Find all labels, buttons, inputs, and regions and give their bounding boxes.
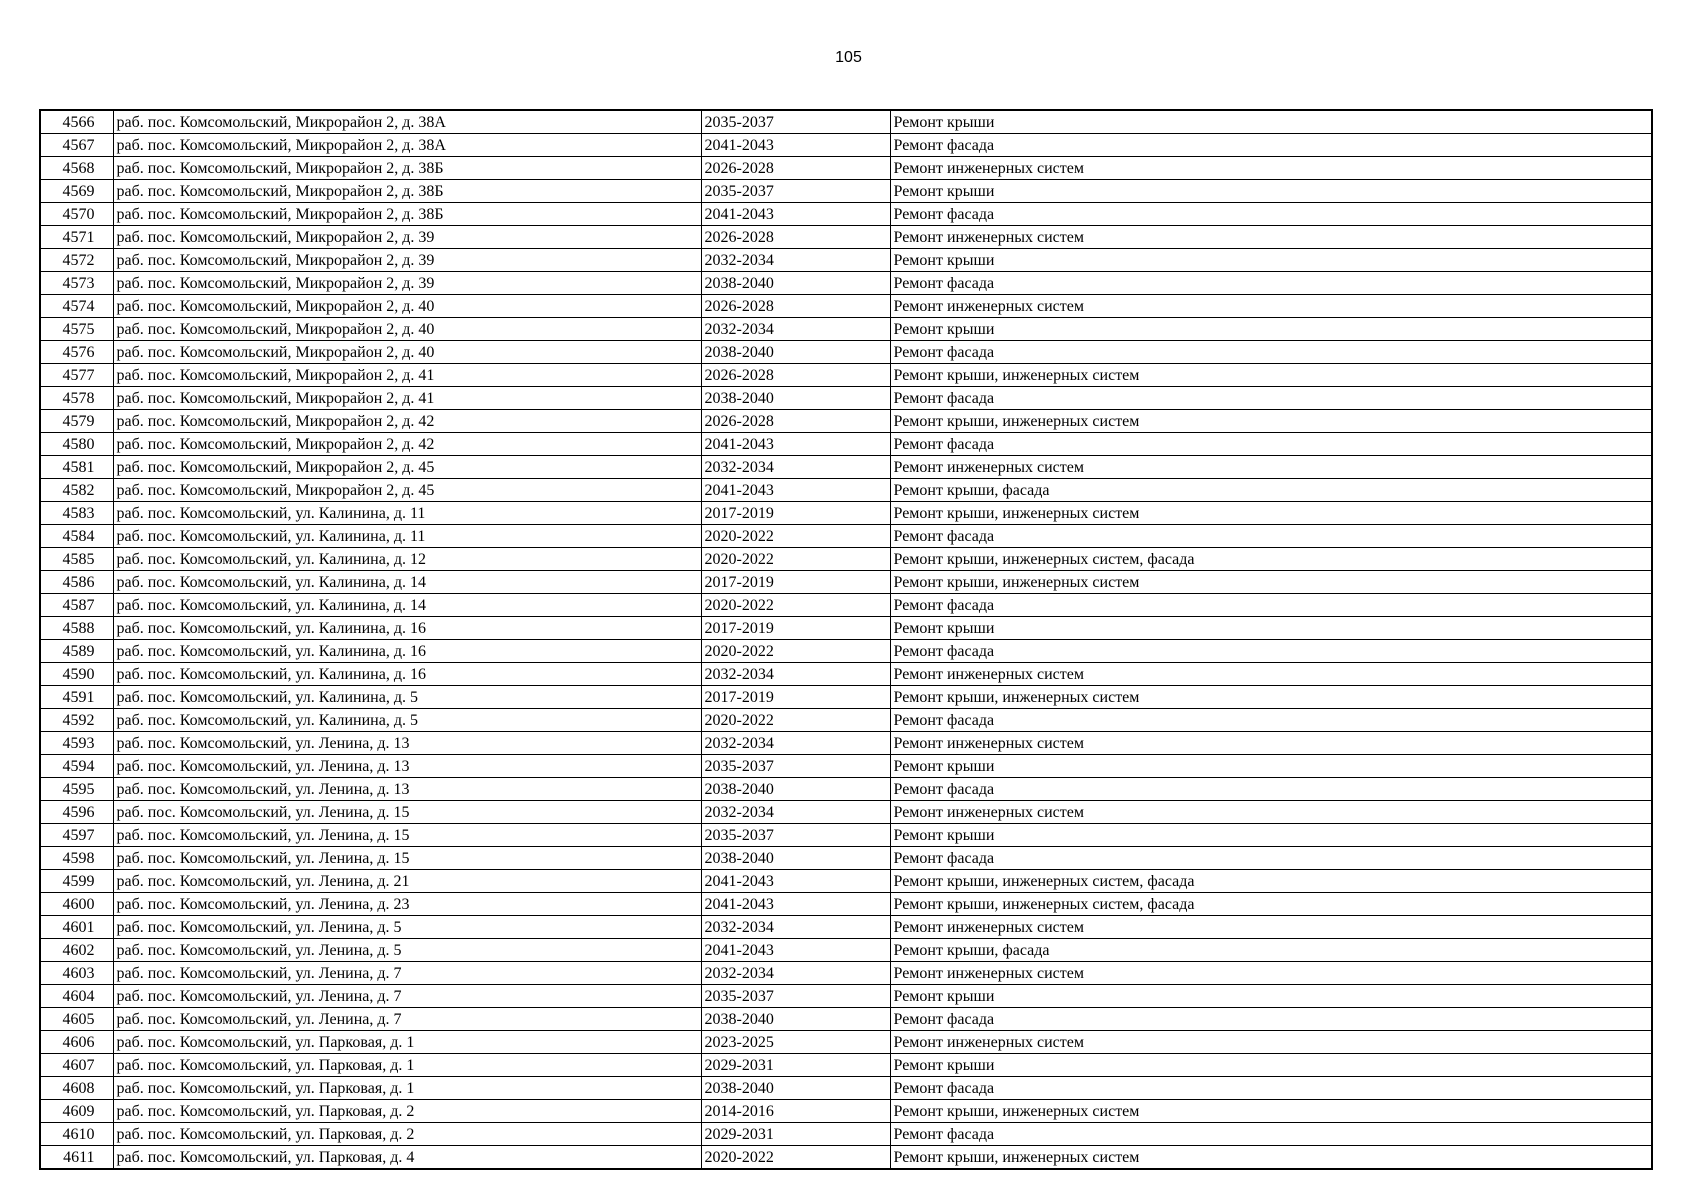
work-type-cell: Ремонт инженерных систем bbox=[890, 226, 1652, 249]
address-cell: раб. пос. Комсомольский, ул. Калинина, д. 14 bbox=[113, 594, 701, 617]
period-cell: 2032-2034 bbox=[701, 249, 890, 272]
repair-schedule-table bbox=[39, 109, 1653, 1170]
period-cell: 2032-2034 bbox=[701, 962, 890, 985]
address-cell: раб. пос. Комсомольский, ул. Ленина, д. 13 bbox=[113, 755, 701, 778]
work-type-cell: Ремонт крыши bbox=[890, 180, 1652, 203]
table-row bbox=[40, 962, 1652, 985]
period-cell: 2020-2022 bbox=[701, 1146, 890, 1170]
row-number-cell: 4606 bbox=[40, 1031, 113, 1054]
table-row bbox=[40, 502, 1652, 525]
table-row bbox=[40, 709, 1652, 732]
row-number-cell: 4604 bbox=[40, 985, 113, 1008]
period-cell: 2026-2028 bbox=[701, 295, 890, 318]
table-row bbox=[40, 203, 1652, 226]
row-number-cell: 4575 bbox=[40, 318, 113, 341]
address-cell: раб. пос. Комсомольский, ул. Калинина, д. 14 bbox=[113, 571, 701, 594]
table-row bbox=[40, 1031, 1652, 1054]
address-cell: раб. пос. Комсомольский, ул. Калинина, д. 16 bbox=[113, 617, 701, 640]
row-number-cell: 4605 bbox=[40, 1008, 113, 1031]
work-type-cell: Ремонт инженерных систем bbox=[890, 916, 1652, 939]
row-number-cell: 4603 bbox=[40, 962, 113, 985]
period-cell: 2041-2043 bbox=[701, 433, 890, 456]
work-type-cell: Ремонт инженерных систем bbox=[890, 801, 1652, 824]
address-cell: раб. пос. Комсомольский, Микрорайон 2, д. 41 bbox=[113, 364, 701, 387]
table-row bbox=[40, 341, 1652, 364]
work-type-cell: Ремонт крыши, инженерных систем bbox=[890, 686, 1652, 709]
row-number-cell: 4594 bbox=[40, 755, 113, 778]
address-cell: раб. пос. Комсомольский, ул. Калинина, д. 11 bbox=[113, 502, 701, 525]
row-number-cell: 4568 bbox=[40, 157, 113, 180]
address-cell: раб. пос. Комсомольский, ул. Калинина, д. 11 bbox=[113, 525, 701, 548]
work-type-cell: Ремонт инженерных систем bbox=[890, 295, 1652, 318]
row-number-cell: 4591 bbox=[40, 686, 113, 709]
work-type-cell: Ремонт фасада bbox=[890, 272, 1652, 295]
period-cell: 2041-2043 bbox=[701, 203, 890, 226]
period-cell: 2032-2034 bbox=[701, 916, 890, 939]
row-number-cell: 4583 bbox=[40, 502, 113, 525]
period-cell: 2032-2034 bbox=[701, 663, 890, 686]
table-row bbox=[40, 755, 1652, 778]
period-cell: 2017-2019 bbox=[701, 571, 890, 594]
work-type-cell: Ремонт крыши, инженерных систем bbox=[890, 571, 1652, 594]
row-number-cell: 4608 bbox=[40, 1077, 113, 1100]
period-cell: 2035-2037 bbox=[701, 755, 890, 778]
address-cell: раб. пос. Комсомольский, ул. Ленина, д. 7 bbox=[113, 1008, 701, 1031]
table-row bbox=[40, 318, 1652, 341]
period-cell: 2038-2040 bbox=[701, 1077, 890, 1100]
address-cell: раб. пос. Комсомольский, Микрорайон 2, д. 39 bbox=[113, 272, 701, 295]
work-type-cell: Ремонт инженерных систем bbox=[890, 456, 1652, 479]
row-number-cell: 4570 bbox=[40, 203, 113, 226]
row-number-cell: 4572 bbox=[40, 249, 113, 272]
period-cell: 2038-2040 bbox=[701, 778, 890, 801]
period-cell: 2017-2019 bbox=[701, 686, 890, 709]
address-cell: раб. пос. Комсомольский, Микрорайон 2, д. 45 bbox=[113, 456, 701, 479]
row-number-cell: 4597 bbox=[40, 824, 113, 847]
address-cell: раб. пос. Комсомольский, ул. Калинина, д. 5 bbox=[113, 686, 701, 709]
work-type-cell: Ремонт крыши, инженерных систем bbox=[890, 410, 1652, 433]
period-cell: 2032-2034 bbox=[701, 801, 890, 824]
address-cell: раб. пос. Комсомольский, Микрорайон 2, д. 42 bbox=[113, 410, 701, 433]
table-row bbox=[40, 134, 1652, 157]
period-cell: 2017-2019 bbox=[701, 617, 890, 640]
address-cell: раб. пос. Комсомольский, ул. Ленина, д. 13 bbox=[113, 732, 701, 755]
work-type-cell: Ремонт фасада bbox=[890, 1077, 1652, 1100]
table-row bbox=[40, 364, 1652, 387]
work-type-cell: Ремонт фасада bbox=[890, 1123, 1652, 1146]
period-cell: 2026-2028 bbox=[701, 364, 890, 387]
row-number-cell: 4587 bbox=[40, 594, 113, 617]
work-type-cell: Ремонт крыши bbox=[890, 985, 1652, 1008]
address-cell: раб. пос. Комсомольский, Микрорайон 2, д. 40 bbox=[113, 341, 701, 364]
period-cell: 2041-2043 bbox=[701, 134, 890, 157]
period-cell: 2041-2043 bbox=[701, 939, 890, 962]
address-cell: раб. пос. Комсомольский, ул. Парковая, д. 2 bbox=[113, 1123, 701, 1146]
table-row bbox=[40, 433, 1652, 456]
table-row bbox=[40, 571, 1652, 594]
work-type-cell: Ремонт крыши, фасада bbox=[890, 479, 1652, 502]
row-number-cell: 4609 bbox=[40, 1100, 113, 1123]
work-type-cell: Ремонт крыши bbox=[890, 824, 1652, 847]
table-row bbox=[40, 640, 1652, 663]
work-type-cell: Ремонт инженерных систем bbox=[890, 962, 1652, 985]
address-cell: раб. пос. Комсомольский, Микрорайон 2, д. 40 bbox=[113, 318, 701, 341]
row-number-cell: 4610 bbox=[40, 1123, 113, 1146]
period-cell: 2035-2037 bbox=[701, 110, 890, 134]
table-body bbox=[40, 110, 1652, 1169]
address-cell: раб. пос. Комсомольский, Микрорайон 2, д. 42 bbox=[113, 433, 701, 456]
period-cell: 2020-2022 bbox=[701, 709, 890, 732]
table-row bbox=[40, 157, 1652, 180]
row-number-cell: 4577 bbox=[40, 364, 113, 387]
address-cell: раб. пос. Комсомольский, Микрорайон 2, д. 39 bbox=[113, 249, 701, 272]
period-cell: 2020-2022 bbox=[701, 594, 890, 617]
work-type-cell: Ремонт фасада bbox=[890, 525, 1652, 548]
row-number-cell: 4586 bbox=[40, 571, 113, 594]
row-number-cell: 4588 bbox=[40, 617, 113, 640]
address-cell: раб. пос. Комсомольский, ул. Парковая, д. 1 bbox=[113, 1031, 701, 1054]
period-cell: 2029-2031 bbox=[701, 1123, 890, 1146]
row-number-cell: 4602 bbox=[40, 939, 113, 962]
period-cell: 2032-2034 bbox=[701, 732, 890, 755]
work-type-cell: Ремонт фасада bbox=[890, 341, 1652, 364]
row-number-cell: 4598 bbox=[40, 847, 113, 870]
table-row bbox=[40, 916, 1652, 939]
work-type-cell: Ремонт крыши bbox=[890, 249, 1652, 272]
table-row bbox=[40, 870, 1652, 893]
period-cell: 2014-2016 bbox=[701, 1100, 890, 1123]
period-cell: 2041-2043 bbox=[701, 893, 890, 916]
work-type-cell: Ремонт инженерных систем bbox=[890, 732, 1652, 755]
table-row bbox=[40, 295, 1652, 318]
address-cell: раб. пос. Комсомольский, Микрорайон 2, д. 38Б bbox=[113, 180, 701, 203]
period-cell: 2041-2043 bbox=[701, 870, 890, 893]
work-type-cell: Ремонт крыши, инженерных систем bbox=[890, 502, 1652, 525]
address-cell: раб. пос. Комсомольский, ул. Ленина, д. 5 bbox=[113, 939, 701, 962]
table-row bbox=[40, 778, 1652, 801]
period-cell: 2038-2040 bbox=[701, 272, 890, 295]
address-cell: раб. пос. Комсомольский, Микрорайон 2, д. 45 bbox=[113, 479, 701, 502]
row-number-cell: 4582 bbox=[40, 479, 113, 502]
table-row bbox=[40, 1077, 1652, 1100]
work-type-cell: Ремонт крыши, инженерных систем, фасада bbox=[890, 893, 1652, 916]
work-type-cell: Ремонт крыши, инженерных систем bbox=[890, 1146, 1652, 1170]
table-row bbox=[40, 1100, 1652, 1123]
row-number-cell: 4592 bbox=[40, 709, 113, 732]
table-row bbox=[40, 410, 1652, 433]
row-number-cell: 4579 bbox=[40, 410, 113, 433]
period-cell: 2026-2028 bbox=[701, 157, 890, 180]
work-type-cell: Ремонт крыши, фасада bbox=[890, 939, 1652, 962]
row-number-cell: 4607 bbox=[40, 1054, 113, 1077]
row-number-cell: 4569 bbox=[40, 180, 113, 203]
period-cell: 2035-2037 bbox=[701, 824, 890, 847]
address-cell: раб. пос. Комсомольский, ул. Ленина, д. 7 bbox=[113, 962, 701, 985]
address-cell: раб. пос. Комсомольский, ул. Калинина, д. 12 bbox=[113, 548, 701, 571]
period-cell: 2020-2022 bbox=[701, 548, 890, 571]
table-row bbox=[40, 824, 1652, 847]
row-number-cell: 4601 bbox=[40, 916, 113, 939]
address-cell: раб. пос. Комсомольский, Микрорайон 2, д. 38А bbox=[113, 134, 701, 157]
work-type-cell: Ремонт фасада bbox=[890, 778, 1652, 801]
table-row bbox=[40, 663, 1652, 686]
period-cell: 2038-2040 bbox=[701, 341, 890, 364]
work-type-cell: Ремонт фасада bbox=[890, 1008, 1652, 1031]
row-number-cell: 4595 bbox=[40, 778, 113, 801]
address-cell: раб. пос. Комсомольский, ул. Калинина, д. 16 bbox=[113, 663, 701, 686]
table-row bbox=[40, 893, 1652, 916]
row-number-cell: 4584 bbox=[40, 525, 113, 548]
address-cell: раб. пос. Комсомольский, ул. Ленина, д. 7 bbox=[113, 985, 701, 1008]
address-cell: раб. пос. Комсомольский, ул. Ленина, д. 15 bbox=[113, 847, 701, 870]
row-number-cell: 4566 bbox=[40, 110, 113, 134]
row-number-cell: 4599 bbox=[40, 870, 113, 893]
address-cell: раб. пос. Комсомольский, ул. Парковая, д. 2 bbox=[113, 1100, 701, 1123]
work-type-cell: Ремонт крыши bbox=[890, 110, 1652, 134]
table-row bbox=[40, 594, 1652, 617]
work-type-cell: Ремонт фасада bbox=[890, 433, 1652, 456]
address-cell: раб. пос. Комсомольский, Микрорайон 2, д. 41 bbox=[113, 387, 701, 410]
address-cell: раб. пос. Комсомольский, Микрорайон 2, д. 40 bbox=[113, 295, 701, 318]
table-row bbox=[40, 1146, 1652, 1170]
work-type-cell: Ремонт фасада bbox=[890, 594, 1652, 617]
address-cell: раб. пос. Комсомольский, ул. Парковая, д. 1 bbox=[113, 1077, 701, 1100]
table-row bbox=[40, 479, 1652, 502]
address-cell: раб. пос. Комсомольский, ул. Ленина, д. 15 bbox=[113, 801, 701, 824]
table-row bbox=[40, 110, 1652, 134]
address-cell: раб. пос. Комсомольский, ул. Ленина, д. 15 bbox=[113, 824, 701, 847]
work-type-cell: Ремонт фасада bbox=[890, 203, 1652, 226]
period-cell: 2041-2043 bbox=[701, 479, 890, 502]
work-type-cell: Ремонт фасада bbox=[890, 709, 1652, 732]
row-number-cell: 4593 bbox=[40, 732, 113, 755]
table-row bbox=[40, 226, 1652, 249]
period-cell: 2038-2040 bbox=[701, 1008, 890, 1031]
address-cell: раб. пос. Комсомольский, ул. Ленина, д. 5 bbox=[113, 916, 701, 939]
period-cell: 2032-2034 bbox=[701, 318, 890, 341]
row-number-cell: 4574 bbox=[40, 295, 113, 318]
table-row bbox=[40, 1123, 1652, 1146]
table-row bbox=[40, 939, 1652, 962]
work-type-cell: Ремонт крыши bbox=[890, 1054, 1652, 1077]
work-type-cell: Ремонт крыши, инженерных систем bbox=[890, 364, 1652, 387]
work-type-cell: Ремонт инженерных систем bbox=[890, 157, 1652, 180]
work-type-cell: Ремонт крыши, инженерных систем bbox=[890, 1100, 1652, 1123]
row-number-cell: 4590 bbox=[40, 663, 113, 686]
row-number-cell: 4576 bbox=[40, 341, 113, 364]
table-row bbox=[40, 686, 1652, 709]
table-row bbox=[40, 985, 1652, 1008]
work-type-cell: Ремонт крыши, инженерных систем, фасада bbox=[890, 870, 1652, 893]
row-number-cell: 4611 bbox=[40, 1146, 113, 1170]
row-number-cell: 4567 bbox=[40, 134, 113, 157]
period-cell: 2026-2028 bbox=[701, 410, 890, 433]
row-number-cell: 4600 bbox=[40, 893, 113, 916]
row-number-cell: 4580 bbox=[40, 433, 113, 456]
address-cell: раб. пос. Комсомольский, Микрорайон 2, д. 38Б bbox=[113, 157, 701, 180]
work-type-cell: Ремонт фасада bbox=[890, 640, 1652, 663]
table-row bbox=[40, 732, 1652, 755]
period-cell: 2038-2040 bbox=[701, 847, 890, 870]
address-cell: раб. пос. Комсомольский, ул. Калинина, д. 5 bbox=[113, 709, 701, 732]
page-number: 105 bbox=[835, 49, 862, 66]
work-type-cell: Ремонт крыши bbox=[890, 617, 1652, 640]
period-cell: 2035-2037 bbox=[701, 180, 890, 203]
table-row bbox=[40, 1008, 1652, 1031]
work-type-cell: Ремонт фасада bbox=[890, 387, 1652, 410]
period-cell: 2029-2031 bbox=[701, 1054, 890, 1077]
row-number-cell: 4585 bbox=[40, 548, 113, 571]
row-number-cell: 4589 bbox=[40, 640, 113, 663]
row-number-cell: 4581 bbox=[40, 456, 113, 479]
row-number-cell: 4596 bbox=[40, 801, 113, 824]
address-cell: раб. пос. Комсомольский, Микрорайон 2, д. 38Б bbox=[113, 203, 701, 226]
table-row bbox=[40, 387, 1652, 410]
table-row bbox=[40, 548, 1652, 571]
period-cell: 2032-2034 bbox=[701, 456, 890, 479]
address-cell: раб. пос. Комсомольский, ул. Парковая, д. 4 bbox=[113, 1146, 701, 1170]
period-cell: 2020-2022 bbox=[701, 640, 890, 663]
table-row bbox=[40, 456, 1652, 479]
row-number-cell: 4578 bbox=[40, 387, 113, 410]
period-cell: 2020-2022 bbox=[701, 525, 890, 548]
address-cell: раб. пос. Комсомольский, ул. Ленина, д. 23 bbox=[113, 893, 701, 916]
table-row bbox=[40, 1054, 1652, 1077]
address-cell: раб. пос. Комсомольский, ул. Ленина, д. 13 bbox=[113, 778, 701, 801]
address-cell: раб. пос. Комсомольский, Микрорайон 2, д. 38А bbox=[113, 110, 701, 134]
address-cell: раб. пос. Комсомольский, ул. Ленина, д. 21 bbox=[113, 870, 701, 893]
period-cell: 2035-2037 bbox=[701, 985, 890, 1008]
table-row bbox=[40, 525, 1652, 548]
address-cell: раб. пос. Комсомольский, ул. Парковая, д. 1 bbox=[113, 1054, 701, 1077]
table-row bbox=[40, 617, 1652, 640]
table-row bbox=[40, 249, 1652, 272]
row-number-cell: 4571 bbox=[40, 226, 113, 249]
row-number-cell: 4573 bbox=[40, 272, 113, 295]
address-cell: раб. пос. Комсомольский, ул. Калинина, д. 16 bbox=[113, 640, 701, 663]
work-type-cell: Ремонт крыши bbox=[890, 318, 1652, 341]
work-type-cell: Ремонт фасада bbox=[890, 134, 1652, 157]
work-type-cell: Ремонт инженерных систем bbox=[890, 1031, 1652, 1054]
address-cell: раб. пос. Комсомольский, Микрорайон 2, д. 39 bbox=[113, 226, 701, 249]
table-row bbox=[40, 180, 1652, 203]
table-row bbox=[40, 272, 1652, 295]
period-cell: 2038-2040 bbox=[701, 387, 890, 410]
period-cell: 2017-2019 bbox=[701, 502, 890, 525]
table-row bbox=[40, 847, 1652, 870]
work-type-cell: Ремонт крыши, инженерных систем, фасада bbox=[890, 548, 1652, 571]
work-type-cell: Ремонт инженерных систем bbox=[890, 663, 1652, 686]
period-cell: 2023-2025 bbox=[701, 1031, 890, 1054]
work-type-cell: Ремонт фасада bbox=[890, 847, 1652, 870]
period-cell: 2026-2028 bbox=[701, 226, 890, 249]
table-row bbox=[40, 801, 1652, 824]
work-type-cell: Ремонт крыши bbox=[890, 755, 1652, 778]
